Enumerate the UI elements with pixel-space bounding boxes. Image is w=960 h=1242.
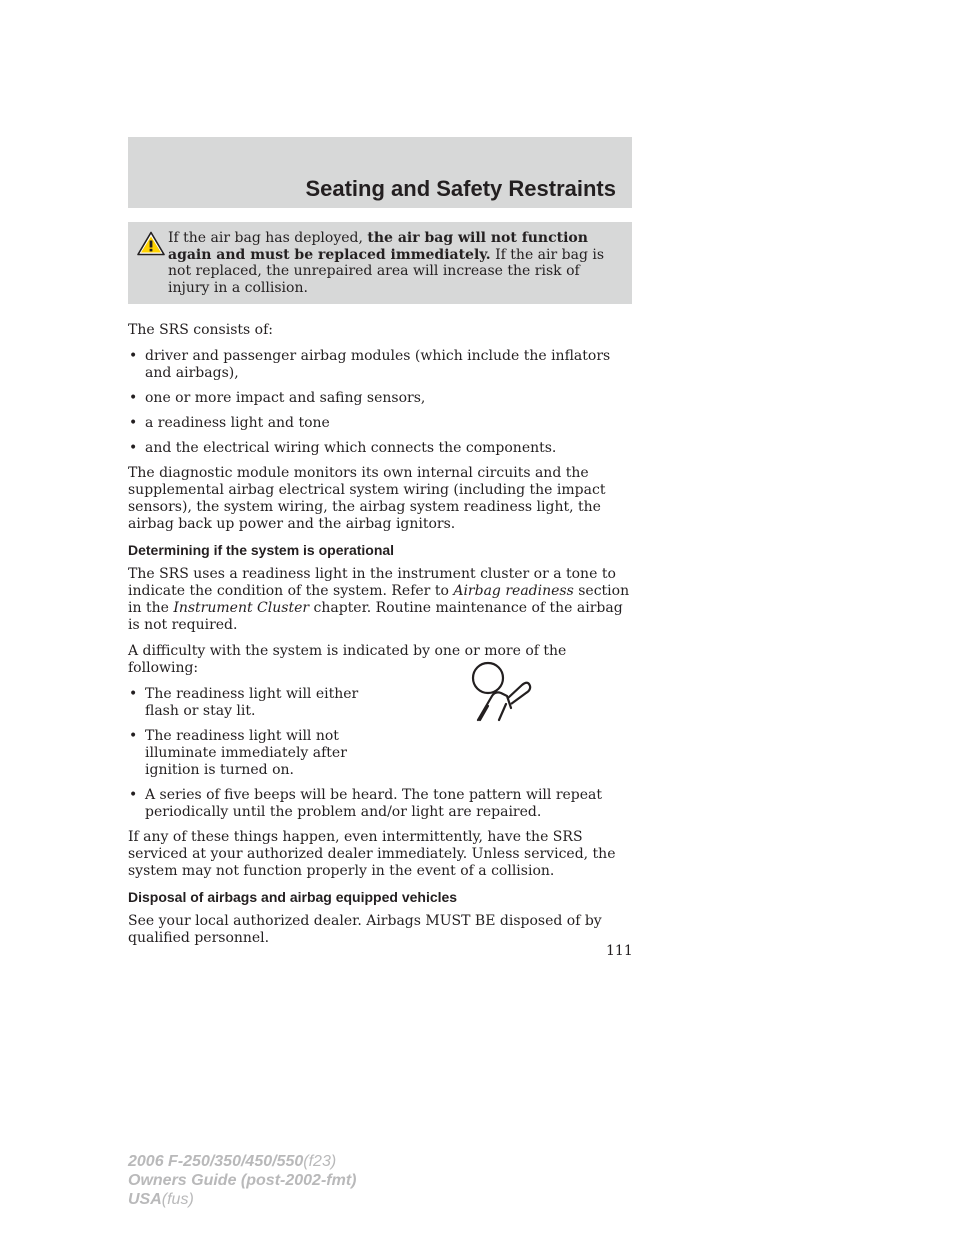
list-item: • and the electrical wiring which connects the components.: [129, 440, 557, 456]
warning-triangle-icon: [137, 231, 165, 256]
service-paragraph: If any of these things happen, even intermittently, have the SRS serviced at your authorized dealer immediately. Unless serviced, the system may not function properly in the event of a collision.: [128, 829, 616, 879]
section-title: Seating and Safety Restraints: [305, 176, 616, 201]
list-item: • The readiness light will either flash or stay lit.: [129, 686, 359, 719]
list-item: • The readiness light will not illuminate immediately after ignition is turned on.: [129, 728, 347, 778]
srs-intro: The SRS consists of:: [128, 322, 273, 338]
list-item: • one or more impact and safing sensors,: [129, 390, 426, 406]
heading-system-operational: Determining if the system is operational: [128, 542, 395, 558]
page-number: 111: [606, 943, 633, 959]
readiness-paragraph: The SRS uses a readiness light in the instrument cluster or a tone to indicate the condition of the system. Refer to Airbag readiness section in the Instrument Cluster chapter. Routine maintenance of the airbag is not required.: [128, 566, 630, 633]
document-footer: [128, 1152, 356, 1209]
indicator-list: [128, 686, 634, 821]
footer-model-line: 2006 F-250/350/450/550(f23): [128, 1153, 337, 1170]
list-item: • A series of five beeps will be heard. The tone pattern will repeat periodically until the problem and/or light are repaired.: [129, 787, 603, 820]
footer-market-line: USA(fus): [128, 1191, 194, 1208]
heading-disposal: Disposal of airbags and airbag equipped vehicles: [128, 889, 458, 905]
component-list: [128, 348, 634, 457]
page-content: [128, 322, 634, 956]
airbag-readiness-icon: [466, 660, 536, 728]
difficulty-intro: A difficulty with the system is indicated by one or more of the following:: [128, 643, 567, 676]
disposal-paragraph: See your local authorized dealer. Airbags MUST BE disposed of by qualified personnel.: [128, 913, 602, 946]
warning-box: [128, 222, 632, 304]
list-item: • driver and passenger airbag modules (which include the inflators and airbags),: [129, 348, 611, 381]
diagnostic-paragraph: The diagnostic module monitors its own internal circuits and the supplemental airbag electrical system wiring (including the impact sensors), the system wiring, the airbag system readiness light, the airbag back up power and the airbag ignitors.: [128, 465, 606, 532]
warning-text: If the air bag has deployed, the air bag will not function again and must be replaced immediately. If the air bag is not replaced, the unrepaired area will increase the risk of injury in a collision.: [168, 230, 605, 296]
section-header-band: [128, 137, 632, 208]
footer-guide-line: Owners Guide (post-2002-fmt): [128, 1172, 357, 1189]
list-item: • a readiness light and tone: [129, 415, 330, 431]
